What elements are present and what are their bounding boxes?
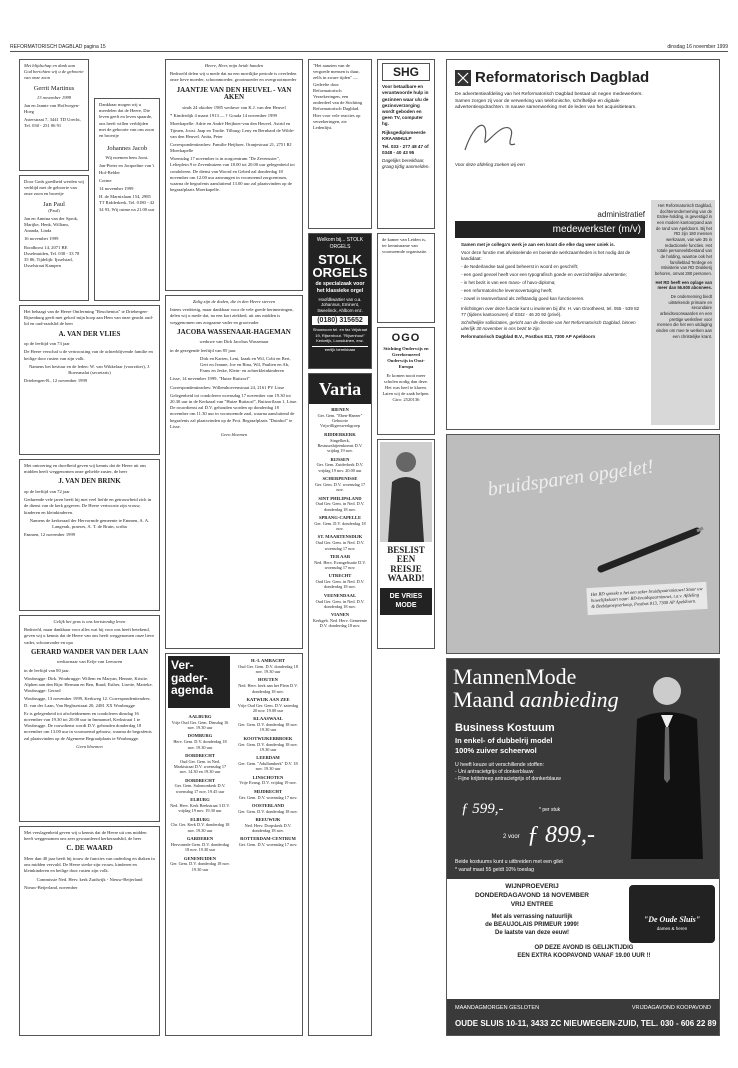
agenda-details: Vrije Evang. D.V. vrijdag 19 nov.: [239, 780, 297, 786]
stolk-orgels-ad: Welkom bij... STOLK ORGELS STOLK ORGELS de specialzaak voor het klassieke orgel Hoofdkwartier van o.a. Johannus, Eminent, Sweelinck, Ahlborn enz. (0180) 315652 Showroom tel. en fax Vrijstraat 19, Rijsenhout. "Rijsenhout" Kerkelijk, Loosduinen, enz. eerlijk bereikbaar: [308, 233, 372, 369]
agenda-place: GARDEREN: [186, 836, 214, 842]
agenda-details: Ned. Herv. Evangelisatie D.V. woensdag 17 nov.: [314, 559, 366, 570]
ad-intro: Met blijdschap en dank aan God berichten wij u de geboorte van onze zoon: [24, 63, 84, 81]
child-name: Jan Paul: [43, 200, 65, 208]
bruid-title: bruidsparen opgelet!: [486, 455, 656, 501]
funeral: Gelegenheid tot condoleren woensdag 17 november van 19.30 tot 20.30 uur in de Kerkzaal van "Huize Ruitzorf", Ruitzorflaan 1, Lisse. De rouwdienst zal D.V. gehouden worden op donderdag 18 november om 11.30 uur in voornoemde zaal, waarna aansluitend de begrafenis zal plaatsvinden op de Prot. Begraafplaats "Duinhof" te Lisse.: [170, 392, 298, 429]
mm-koop: VRIJDAGAVOND KOOPAVOND: [631, 1005, 711, 1011]
obituary-van-den-heuvel: [165, 59, 303, 291]
agenda-details: Vrije Oud Ger. Gem. D.V. zaterdag 20 nov. 19.00 uur: [237, 702, 299, 713]
mm-closed: MAANDAGMORGEN GESLOTEN: [455, 1005, 540, 1011]
agenda-entry: [236, 817, 300, 833]
agenda-details: Chr. Ger. Kerk D.V. donderdag 18 nov. 19.30 uur: [170, 822, 230, 833]
age: in de leeftijd van 80 jaar.: [24, 667, 70, 673]
agenda-place: ELBURG: [190, 816, 210, 822]
mm-note-1: Beide kostuums kunt u uitbreiden met een gilet: [455, 859, 563, 865]
address: Asterstraat 7, 3441 TD Urecht, Tel. 030 - 251 06 91: [24, 117, 81, 129]
wijn-5: de BEAUJOLAIS PRIMEUR 1999!: [485, 922, 579, 929]
vries-mode-ad: [377, 439, 435, 649]
obit-intro: Intens verdrietig, maar dankbaar voor de vele goede herinneringen, delen wij u mede dat, na een kort ziekbed, uit ons midden is weggenomen ons zorgzame vader en grootvader: [170, 307, 294, 325]
agenda-details: Ger. Gem. D.V. woensdag 17 nov.: [314, 481, 366, 493]
stolk-sub: de specialzaak voor het klassieke orgel: [315, 280, 365, 294]
deceased-name: JACOBA WASSENAAR-HAGEMAN: [177, 327, 291, 336]
mannenmode-ad: [446, 658, 720, 1036]
ad-intro: Door Gods goedheid werden wij verblijd met de geboorte van onze zoon en broertje: [24, 179, 84, 197]
agenda-list-left: [170, 714, 230, 875]
sibling: Corine: [99, 177, 112, 183]
wijn-6: De laatste van deze eeuw!: [494, 930, 570, 937]
agenda-entry: [312, 496, 368, 512]
agenda-place: KOOTWIJKERBROEK: [243, 735, 293, 741]
flowers-note: Geen bloemen: [220, 431, 248, 437]
agenda-place: MIJDRECHT: [253, 788, 283, 794]
rd-apply: Schriftelijke sollicitaties, gericht aan de directie van het Reformatorisch Dagblad, binnen uiterlijk 30 november in ons bezit te zijn.: [461, 319, 636, 331]
obit-quote: Zalig zijn de doden, die in den Heere sterven: [192, 299, 276, 304]
agenda-entry: [236, 803, 300, 814]
rd-side-1: Het Reformatorisch Dagblad, dochteronderneming van de Erdee-holding, is gevestigd in een modern kantoorpand aan de rand van Apeldoorn. Bij het RD zijn 180 mensen werkzaam, van wie 35 in redactionele functies. Het totale personeelsbestand van de holding, waartoe ook het familieblad Terdege en Ministerie van RD Drukkerij behoren, omvat 280 personen.: [654, 203, 712, 277]
agenda-entry: [170, 836, 230, 852]
obituary-wassenaar: [165, 295, 303, 649]
obituary-van-den-brink: [19, 459, 160, 611]
agenda-place: AALBURG: [188, 714, 212, 719]
flowers-note: Geen bloemen: [76, 743, 103, 749]
agenda-entry: [236, 736, 300, 752]
rd-body: Voor deze functie met afwisselende en boeiende werkzaamheden is het nodig dat de kandidaat:: [461, 250, 631, 262]
agenda-place: GENEMUIDEN: [183, 855, 217, 861]
obit-intro: Bedroefd delen wij u mede dat na een moeilijke periode is overleden onze lieve moeder, schoonmoeder, grootmoeder en overgrootmoeder: [170, 71, 297, 83]
rd-logo-icon: [455, 70, 471, 86]
notice-text: "Het aanzien van de vergoede mensen is duur, zelfs in zware tijden" — Gedeelte door Reformatorisch Verzekeringen, een onderdeel van de Stichting Reformatorisch Dagblad. Hier voor vele reacties op verzekeringen, zie Ledenlijst.: [313, 63, 363, 130]
agenda-details: Ger. Gem. Zuiderkerk D.V. vrijdag 19 nov. 20.00 uur: [316, 462, 364, 473]
obit-intro: Met verslagenheid geven wij u kennis dat de Heere uit ons midden heeft weggenomen ons zeer gewaardeerd kerkeraadslid, de heer: [24, 830, 147, 842]
shg-ad: [377, 59, 435, 229]
ogo-logo: OGO: [391, 332, 421, 344]
agenda-place: ELBURG: [190, 797, 210, 803]
agenda-entry: [236, 775, 300, 786]
rd-sub: Voor deze afdeling zoeken wij een: [455, 161, 525, 167]
agenda-details: Ger. Gem. D.V. woensdag 17 nov.: [238, 842, 298, 848]
family: Woubrugge: Dirk. Woubrugge: Willem en Maryan, Hennie, Kristie. Alphen aan den Rijn: Herman en Ben, Ruud, Esther, Lisette, Marieke. Woubrugge: Gerard: [24, 675, 153, 694]
agenda-entry: [170, 856, 230, 872]
agenda-entry: [312, 593, 368, 609]
agenda-place: VIANEN: [330, 612, 350, 618]
wijn-2: DONDERDAGAVOND 18 NOVEMBER: [474, 891, 589, 899]
agenda-details: Oud Ger. Gem. in Ned. D.V. woensdag 17 nov.: [315, 540, 365, 551]
mm-address: OUDE SLUIS 10-11, 3433 ZC NIEUWEGEIN-ZUID, TEL. 030 - 606 22 89: [455, 1019, 717, 1028]
signature: Namens de kerkeraad der Hervormde gemeente te Emmen, A. A. Langerak, praeses, A. T. de Bruin, scriba: [29, 517, 150, 529]
agenda-entry: [170, 797, 230, 813]
mm-kostuum: Business Kostuum: [455, 722, 555, 734]
requirement-item: - de Nederlandse taal goed beheerst in woord en geschrift;: [461, 264, 579, 270]
agenda-entry: [236, 716, 300, 732]
agenda-details: Kerkgeb. Ned. Herv. Gemeente D.V. donderdag 18 nov.: [312, 617, 368, 629]
agenda-entry: [236, 697, 300, 713]
deceased-name: A. VAN DER VLIES: [58, 329, 121, 338]
ad-intro: Dankbaar mogen wij u meedelen dat de Heere, Die leven geeft en leven spaarde, ons heeft willen verblijden met de geboorte van ons zoon en broertje: [99, 102, 154, 138]
suit-man-photo: [617, 669, 717, 859]
header-left: REFORMATORISCH DAGBLAD pagina 15: [10, 44, 106, 50]
agenda-place: ST. MAARTENSDIJK: [317, 534, 363, 540]
rd-signature-logo: [455, 114, 711, 162]
agenda-entry: [170, 817, 230, 833]
agenda-place: SCHERPENISSE: [322, 476, 358, 482]
agenda-place: DOMBURG: [187, 733, 213, 739]
deceased-name: GERARD WANDER VAN DER LAAN: [30, 647, 149, 656]
obit-body: Gedurende vele jaren heeft hij met veel liefde en getrouwheid zich in de dienst van de kerk gegeven. De Heere vertrooste zijn vrouw, kinderen en kleinkinderen.: [24, 497, 152, 515]
stolk-body: Hoofdkwartier van o.a. Johannus, Eminent, Sweelinck, Ahlborn enz.: [317, 296, 363, 314]
requirement-item: - een reformatorische levensovertuiging heeft;: [461, 288, 553, 294]
agenda-place: TER AAR: [329, 553, 351, 559]
sluis-sub: dames & heren: [656, 925, 688, 931]
deceased-sub: weduwnaar van Eefje van Leeuwen: [56, 659, 123, 665]
notice-text: de kamer van Leiden is, ter kennisname van voornoemde organisatie.: [382, 237, 428, 255]
age: op de leeftijd van 72 jaar: [24, 489, 70, 495]
place: Lisse, 14 november 1999, "Huize Ruitzorf": [170, 376, 250, 382]
stolk-footer: eerlijk bereikbaar: [312, 346, 368, 352]
funeral: Woensdag 17 november is in zorgcentrum "De Zevensster", Lelieplein 9 te Zevenhuizen van 18.00 tot 20.00 uur gelegenheid tot condoleren. De dienst van Woord en Gebed zal donderdag 18 november om 12.00 uur aanvangen in voornoemd zorgcentrum, waarna de begrafenis aansluitend 13.00 uur zal plaatsvinden op de begraafplaats Moerkapelle.: [170, 156, 295, 193]
obituary-van-der-laan: [19, 615, 160, 822]
agenda-place: DORDRECHT: [185, 777, 215, 783]
open-2: EEN EXTRA KOOPAVOND VANAF 19.00 UUR !!: [517, 952, 651, 959]
agenda-place: OOSTERLAND: [251, 802, 285, 808]
bruid-text: Het RD spreekt u het een zeker bruidspaarsnieuws! Stuur uw huwelijkskaart naar: RD-bruidspaarnieuws, t.a.v. Afdeling & Beeldgroepverkoop, Postbus 813, 7300 AP Apeldoorn.: [586, 582, 707, 615]
birth-date: 13 november 1999: [36, 94, 72, 100]
varia-list: [309, 404, 371, 635]
stolk-phone: (0180) 315652: [312, 316, 368, 325]
address: Roodborst 14, 2071 BE IJsselmuiden, Tel. 038 - 33 78 35 86, Tijdelijk: Ijsselstad, IJsselstraat Kampen: [24, 244, 80, 269]
agenda-details: Ger. Gem. D.V. woensdag 17 nov.: [238, 794, 298, 800]
shg-text: Voor betaalbare en verantwoorde hulp in gezinnen waar u/u de gezinsverzorging wordt geboden en geen TV, computer hg.: [382, 84, 429, 127]
page-header: [10, 44, 728, 52]
rd-side-2: Het RD heeft een oplage van meer dan 56.600 abonnees.: [655, 279, 712, 291]
agenda-details: Ger. Gem. D.V. donderdag 18 nov. 19.30 uur: [238, 741, 298, 752]
child-nickname: (Paul): [48, 207, 60, 213]
agenda-entry: [170, 714, 230, 730]
agenda-entry: [312, 554, 368, 570]
oude-sluis-logo: [629, 885, 715, 943]
deceased-sub: weduwe van Dirk Jacobus Wassenaar: [199, 339, 269, 345]
birth-date: 16 november 1999: [24, 236, 59, 242]
agenda-details: Ger. Gem. Salomonkerk D.V. woensdag 17 nov. 19.45 uur: [174, 783, 226, 794]
mm-sub-1: In enkel- of dubbelrij model: [455, 735, 553, 745]
meeting-agenda: [165, 653, 303, 1036]
agenda-place: KATWIJK AAN ZEE: [246, 696, 290, 702]
agenda-place: SPRANG-CAPELLE: [318, 514, 362, 520]
mm-note-2: * vanaf maat 55 geldt 10% toeslag: [455, 867, 535, 873]
ogo-text: Stichting Onderwijs en Gereformeerd Onderwijs in Oost-Europa: [383, 345, 429, 370]
child-nickname: Wij noemen hem Joost.: [105, 155, 149, 161]
agenda-list-right: [236, 658, 300, 851]
stolk-body2: Showroom tel. en fax Vrijstraat 19, Rijsenhout. "Rijsenhout" Kerkelijk, Loosduinen, enz.: [312, 327, 368, 344]
agenda-place: ROTTERDAM-CENTRUM: [240, 836, 296, 842]
rd-requirements: [461, 264, 641, 302]
wijn-3: VRIJ ENTREE: [510, 900, 554, 908]
obituary-de-waard: [19, 826, 160, 1036]
man-photo: [380, 442, 432, 542]
agenda-place: RIDDERKERK: [324, 431, 356, 437]
agenda-details: Ned. Herv. Dorpskerk D.V. donderdag 18 nov.: [244, 822, 292, 834]
agenda-place: H.-I. AMBACHT: [250, 658, 286, 663]
shg-logo: SHG: [382, 63, 430, 81]
agenda-entry: [170, 733, 230, 749]
agenda-place: UTRECHT: [328, 573, 352, 579]
funeral: Er is gelegenheid tot afscheidnemen en condoleren dinsdag 16 november van 19.30 tot 20.00 uur in Immanuel, Kerkstraat 1 te Woubrugge. De rouwdienst wordt D.V. gehouden donderdag 18 november om 13.00 uur in voornoemd gebouw, waarna de begrafenis zal plaatsvinden op de Algemene Begraafplaats te Woubrugge.: [24, 710, 152, 741]
agenda-details: Oud Ger. Gem. in Ned. D.V. donderdag 18 nov.: [315, 501, 365, 512]
rd-title: Reformatorisch Dagblad: [475, 69, 650, 86]
parents: Jan en Jannie van Hoffwegen-Hoeg: [24, 102, 80, 115]
obit-intro: Met ontroering en droefheid geven wij kennis dat de Heere uit ons midden heeft weggenomen onze geliefde zuster, de heer: [24, 463, 147, 475]
header-right: dinsdag 16 november 1999: [667, 44, 728, 50]
obit-body: De Heere verschaf u de vertroosting van de achterblijvende familie en heilige door rusten van zijn volk.: [24, 349, 153, 361]
agenda-entry: [312, 534, 368, 550]
rd-contact: Inlichtingen over deze functie kunt u inwinnen bij dhr. H. van Grootheest, tel. 055 - 539 82 77 (tijdens kantooruren) of 0342 - 46 20 92 (privé).: [461, 305, 640, 317]
requirement-item: - zowel in teamverband als zelfstandig goed kan functioneren.: [461, 296, 585, 302]
agenda-entry: [170, 778, 230, 794]
agenda-details: Ger. Gem. "Adullamkerk" D.V. 18 nov. 19.30 uur: [238, 761, 298, 772]
agenda-entry: [236, 755, 300, 771]
deceased-name: JAANTJE VAN DEN HEUVEL - VAN AKEN: [176, 85, 292, 102]
agenda-details: Ger. Gem. D.V. donderdag 18 nov. 19.30 uur: [170, 861, 230, 872]
agenda-place: HOUTEN: [258, 677, 278, 683]
mm-price-2: ƒ 899,-: [527, 822, 595, 848]
sluis-name: "De Oude Sluis": [643, 915, 701, 924]
agenda-place: SINT PHILIPSLAND: [318, 495, 362, 501]
varia-column: [308, 373, 372, 1036]
vries-logo: DE VRIES MODE: [380, 588, 432, 615]
rd-bullet-head: Samen met je collega's werk je aan een krant die elke dag weer uniek is.: [461, 242, 615, 247]
wijn-1: WIJNPROEVERIJ: [505, 883, 559, 890]
rd-side-3: De onderneming biedt uitstekende primaire en secundaire arbeidsvoorwaarden en een prettige werksfeer voor mensen die het een uitdaging vinden om mee te werken aan een christelijke krant.: [655, 294, 712, 339]
agenda-details: Oud Ger. Gem. D.V. donderdag 18 nov. 19.30 uur: [238, 663, 298, 675]
mm-option-1: - Uni antracietgrijs of donkerblauw: [455, 769, 534, 776]
agenda-details: Oud Ger. Gem. in Ned. D.V. donderdag 18 nov.: [315, 598, 365, 609]
agenda-place: REEUWIJK: [255, 817, 281, 822]
dates: * Kinderdijk 4 maart 1913 — † Gouda 14 november 1999: [170, 113, 277, 119]
requirement-item: - een goed gevoel heeft voor een typografisch goede en overzichtelijke advertentie;: [461, 272, 627, 278]
agenda-entry: [312, 457, 368, 473]
rd-intro: De advertentieafdeling van het Reformatorisch Dagblad bestaat uit negen medewerkers. Samen zorgen zij voor de verwerking van telefonische, schriftelijke en digitale advertentieopdrachten. In nauwe samenwerking met de leden van het acquisitieteam.: [455, 92, 643, 111]
shg-note: Dagelijks bereikbaar, graag tijdig aanmelden.: [382, 158, 430, 170]
agenda-details: Ger. Gem. D.V. donderdag 18 nov. 19.30 uur: [238, 722, 298, 733]
signature: Commissie Ned. Herv. kerk Zuidwijk - Nieuw-Beijerland: [36, 876, 143, 882]
agenda-details: Oud Ger. Gem. in Ned. Marktstraat D.V. woensdag 17 nov. 14.30 en 19.30 uur: [173, 758, 227, 775]
agenda-place: BIENEN: [331, 407, 349, 412]
family: Moerkapelle: Adrie en André Heijboer-van den Heuvel. Astrid en Tijmen, Joost. Jaap en Trudie. Tilburg: Leny en Bernhard de Wilde-van den Heuvel. Anita, Peter: [170, 121, 295, 139]
obituary-van-der-vlies: [19, 305, 160, 455]
obit-intro: Bedroefd, maar dankbaar voor alles wat hij voor ons heeft betekend, geven wij u kennis dat de Heere van ons heeft weggenomen onze lieve vader, schoonvader en opa: [24, 627, 155, 645]
agenda-details: Ger. Gem. D.V. donderdag 18 nov.: [314, 520, 366, 532]
agenda-details: Vrije Oud Ger. Gem. Dinsdag 16 nov. 19.30 uur: [171, 719, 229, 731]
agenda-entry: [236, 677, 300, 693]
insurance-notice: [308, 59, 372, 229]
ogo-body: Er komen nooit meer scholen nodig dan deze. Het was heel te klaren. Laten wij de zaak helpen. Giro: 2520136: [382, 372, 430, 403]
open-1: OP DEZE AVOND IS GELIJKTIJDIG: [534, 944, 634, 951]
agenda-entry: [236, 789, 300, 800]
mm-option-2: - Fijne krijtstreep antracietgrijs of donkerblauw: [455, 776, 561, 783]
shg-phone: Tel. 033 - 277 48 47 of 0348 - 40 43 95: [382, 143, 429, 156]
mm-sub-2: 100% zuiver scheerwol: [455, 745, 537, 755]
obit-intro: Het behaagt van de Heere Ontferming "Reuchenius" te Driebergen-Rijsenburg geeft met geloof mijn hoop aan Hem van onze geacht oud-lid en oud-raadslid de heer: [24, 309, 154, 327]
birth-ad-jan-paul: [19, 175, 89, 301]
place-date: Emmen, 12 november 1999: [24, 532, 76, 538]
place-date: Nieuw-Beijerland, november: [24, 884, 78, 890]
job-title-1: administratief: [597, 210, 645, 219]
agenda-place: LINSCHOTEN: [252, 774, 284, 780]
birth-ad-gerrit: [19, 59, 89, 171]
bruidsparen-ad: [446, 434, 720, 654]
agenda-entry: [236, 836, 300, 847]
child-name: Gerrit Martinus: [33, 84, 75, 92]
deceased-name: C. DE WAARD: [66, 844, 113, 853]
deceased-sub: sinds 24 oktober 1985 weduwe van K.J. van den Heuvel: [182, 104, 286, 110]
place-date: Driebergen-R., 12 november 1999: [24, 378, 88, 384]
birth-ad-johannes: [94, 98, 160, 301]
obit-body: Meer dan 40 jaar heeft hij trouw de functies van ouderling en diaken in ons midden vervuld. De Heere sterke zijn vrouw, kinderen en kleinkinderen en heilige door rusten zijn volk.: [24, 856, 155, 874]
agenda-place: KLAASWAAL: [253, 716, 283, 722]
child-name: Johannes Jacob: [106, 145, 148, 153]
obit-quote: Gelijk het gras is ons kortstondig leven: [53, 619, 126, 624]
agenda-place: RIJSSEN: [330, 456, 350, 462]
agenda-details: Hervormde Gem. D.V. donderdag 18 nov. 19.30 uur: [170, 841, 230, 853]
job-title-2: medewerkster (m/v): [455, 221, 645, 239]
shg-org: Rijksgediplomeerde KRAAMHULP: [382, 129, 426, 141]
requirement-item: - in het bezit is van een mavo- of havo-diploma;: [461, 280, 556, 286]
address: Woubrugge, 13 november 1999, Kerkweg 12. Correspondentieadres: D. van der Laan, Van Beghsestraat 20, 2481 XX Woubrugge: [24, 696, 151, 708]
beslist-text: BESLIST EEN REISJE WAARD!: [387, 545, 425, 584]
age: in de gezegende leeftijd van 85 jaar.: [170, 347, 237, 353]
parents: Jan en Annina van der Sprok, Marijke, Henk, William, Ananda, Linda: [24, 215, 79, 234]
agenda-entry: [312, 407, 368, 429]
agenda-place: DORDRECHT: [185, 752, 215, 758]
agenda-place: VEENENDAAL: [323, 592, 357, 598]
agenda-details: Ned. Herv. Kerk Beekstraat 3 D.V. vrijdag 19 nov. 19.30 uur: [170, 802, 230, 814]
agenda-entry: [312, 573, 368, 589]
agenda-place: LEERDAM: [256, 755, 280, 761]
agenda-details: Ned. Herv. kerk aan het Plein D.V. donderdag 18 nov.: [238, 683, 298, 694]
agenda-details: Singelkerk, Bestuursbijeenkomst D.V. vrijdag 19 nov.: [317, 437, 363, 454]
varia-title: Varia: [309, 374, 371, 404]
mm-per: * per stuk: [539, 807, 561, 813]
agenda-entry: [312, 612, 368, 628]
mm-title-3: aanbieding: [519, 687, 619, 713]
wijn-4: Met als verrassing natuurlijk: [491, 914, 573, 921]
agenda-entry: [170, 753, 230, 775]
rd-vacancy-ad: [446, 59, 720, 430]
address: Correspondentieadres: Willemhoevenstraat 24, 2161 PV Lisse: [170, 384, 285, 390]
agenda-details: Herv. Gem. D.V. donderdag 18 nov. 19.30 uur: [173, 739, 227, 750]
agenda-entry: [312, 432, 368, 454]
mm-two: 2 voor: [503, 834, 520, 840]
obit-quote: Heere, Heer, mijn beide handen: [204, 63, 264, 68]
agenda-details: Ger. Gem. "Eben-Haezer" Geboorte Vrijwilligerswerkgroep: [317, 412, 363, 429]
family: Dirk en Karien, Leni, Izaak en Wil, Cobi en Bert, Gert en Jeanne, Joe en Rina, Wil, Paulien en Ab, Frans en Jeske, Klein- en achterkleinkinderen: [200, 355, 291, 374]
mm-title-2: Maand: [453, 687, 515, 713]
notice-small: [377, 233, 435, 323]
agenda-entry: [236, 658, 300, 674]
mm-title-1: MannenMode: [453, 664, 577, 689]
agenda-entry: [312, 515, 368, 531]
agenda-title: Ver-gader-agenda: [168, 656, 230, 708]
ogo-ad: [377, 327, 435, 435]
signature: Namens het bestuur en de leden: W. van Wikkelaar (voorzitter), J. Boersmalat (secretaris): [28, 363, 151, 375]
rd-address: Reformatorisch Dagblad B.V., Postbus 813, 7300 AP Apeldoorn: [461, 333, 596, 339]
parents: Jan-Pieter en Jacqueline van 't Hof-Belder: [99, 163, 155, 175]
age: op de leeftijd van 73 jaar: [24, 341, 70, 347]
mm-choose: U heeft keuze uit verschillende stoffen:: [455, 762, 545, 769]
stolk-welcome: Welkom bij... STOLK ORGELS: [316, 237, 364, 250]
birth-date: 14 november 1999: [99, 186, 134, 192]
agenda-details: Ger. Gem. D.V. donderdag 18 nov.: [238, 808, 298, 814]
address: Correspondentieadres: Familie Heijboer, Oranjestraat 21, 2751 RJ Moerkapelle: [170, 141, 292, 154]
mm-price-1: ƒ 599,-: [461, 801, 504, 817]
wedding-pen-icon: [597, 525, 707, 575]
deceased-name: J. VAN DEN BRINK: [58, 477, 121, 486]
agenda-details: Oud Ger. Gem. in Ned. D.V. donderdag 18 nov.: [315, 579, 365, 590]
address: H. de Marnixlaan 154, 2985 TT Ridderkerk, Tel. 0180 - 42 34 93, Wij ruime na 21.00 uur: [99, 194, 155, 212]
agenda-entry: [312, 476, 368, 492]
